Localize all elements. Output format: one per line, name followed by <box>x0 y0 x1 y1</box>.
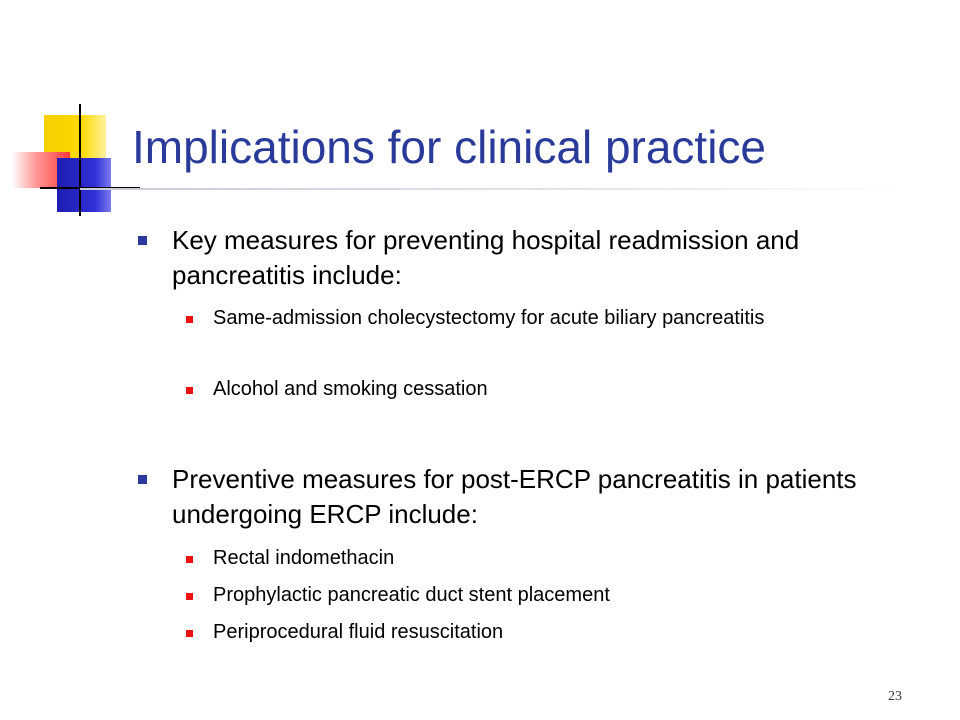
sub-bullet-item <box>213 377 863 402</box>
sub-bullet-square-icon <box>186 556 193 563</box>
sub-bullet-item <box>213 546 863 571</box>
bullet-item <box>172 223 902 293</box>
sub-bullet-text: Same-admission cholecystectomy for acute biliary pancreatitis <box>213 307 765 329</box>
sub-bullet-square-icon <box>186 387 193 394</box>
bullet-text: Preventive measures for post-ERCP pancreatitis in patients undergoing ERCP include: <box>172 464 857 529</box>
sub-bullet-item <box>213 306 863 331</box>
page-number: 23 <box>888 689 902 704</box>
sub-bullet-text: Alcohol and smoking cessation <box>213 378 488 400</box>
sub-bullet-text: Prophylactic pancreatic duct stent placement <box>213 584 610 606</box>
sub-bullet-square-icon <box>186 316 193 323</box>
bullet-square-icon <box>138 236 147 245</box>
sub-bullet-item <box>213 583 863 608</box>
slide-title: Implications for clinical practice <box>132 121 767 173</box>
sub-bullet-square-icon <box>186 630 193 637</box>
sub-bullet-square-icon <box>186 593 193 600</box>
sub-bullet-item <box>213 620 863 645</box>
sub-bullet-text: Rectal indomethacin <box>213 547 395 569</box>
sub-bullet-text: Periprocedural fluid resuscitation <box>213 621 504 643</box>
bullet-text: Key measures for preventing hospital readmission and pancreatitis include: <box>172 225 800 290</box>
bullet-item <box>172 462 902 532</box>
bullet-square-icon <box>138 475 147 484</box>
